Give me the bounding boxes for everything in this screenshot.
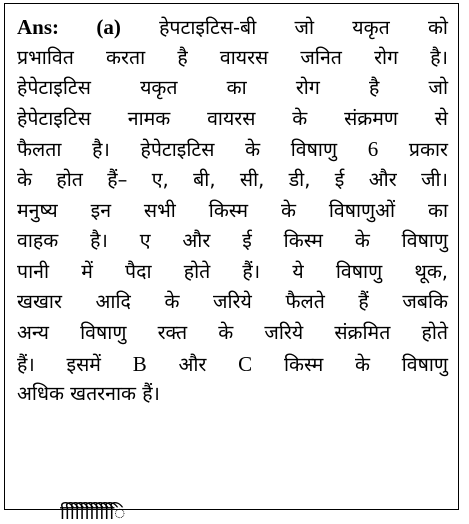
answer-line-7: मनुष्य इन सभी किस्म के विषाणुओं का: [17, 198, 448, 222]
answer-line-1: [17, 12, 448, 43]
answer-label: Ans: (a): [17, 15, 121, 39]
answer-text: हेपटाइटिस-बी जो यकृत को: [120, 16, 448, 39]
answer-line-2: प्रभावित करता है वायरस जनित रोग है।: [17, 45, 448, 69]
answer-line-8: वाहक है। ए और ई किस्म के विषाणु: [17, 229, 448, 253]
answer-line-5: [17, 134, 448, 165]
type-c-letter: C: [238, 351, 253, 376]
cutoff-next-line: ििििििििििि: [60, 502, 140, 524]
answer-text: हैं। इसमें: [17, 352, 101, 376]
answer-line-10: खखार आदि के जरिये फैलते हैं जबकि: [17, 290, 448, 314]
virus-count: 6: [367, 137, 379, 162]
answer-line-3: हेपेटाइटिस यकृत का रोग है जो: [17, 76, 448, 100]
answer-line-11: अन्य विषाणु रक्त के जरिये संक्रमित होते: [17, 320, 448, 344]
answer-line-12: [17, 349, 448, 380]
answer-line-6: के होत हैं– ए, बी, सी, डी, ई और जी।: [17, 167, 448, 191]
type-b-letter: B: [132, 351, 147, 376]
answer-line-4: हेपेटाइटिस नामक वायरस के संक्रमण से: [17, 106, 448, 130]
answer-text: किस्म के विषाणु: [283, 352, 449, 376]
answer-line-9: पानी में पैदा होते हैं। ये विषाणु थूक,: [17, 259, 448, 283]
answer-text: फैलता है। हेपेटाइटिस के विषाणु: [17, 138, 338, 162]
answer-box: [4, 3, 459, 510]
answer-text: और: [178, 352, 207, 376]
answer-text: प्रकार: [378, 138, 448, 162]
answer-line-13: अधिक खतरनाक हैं।: [17, 382, 160, 406]
